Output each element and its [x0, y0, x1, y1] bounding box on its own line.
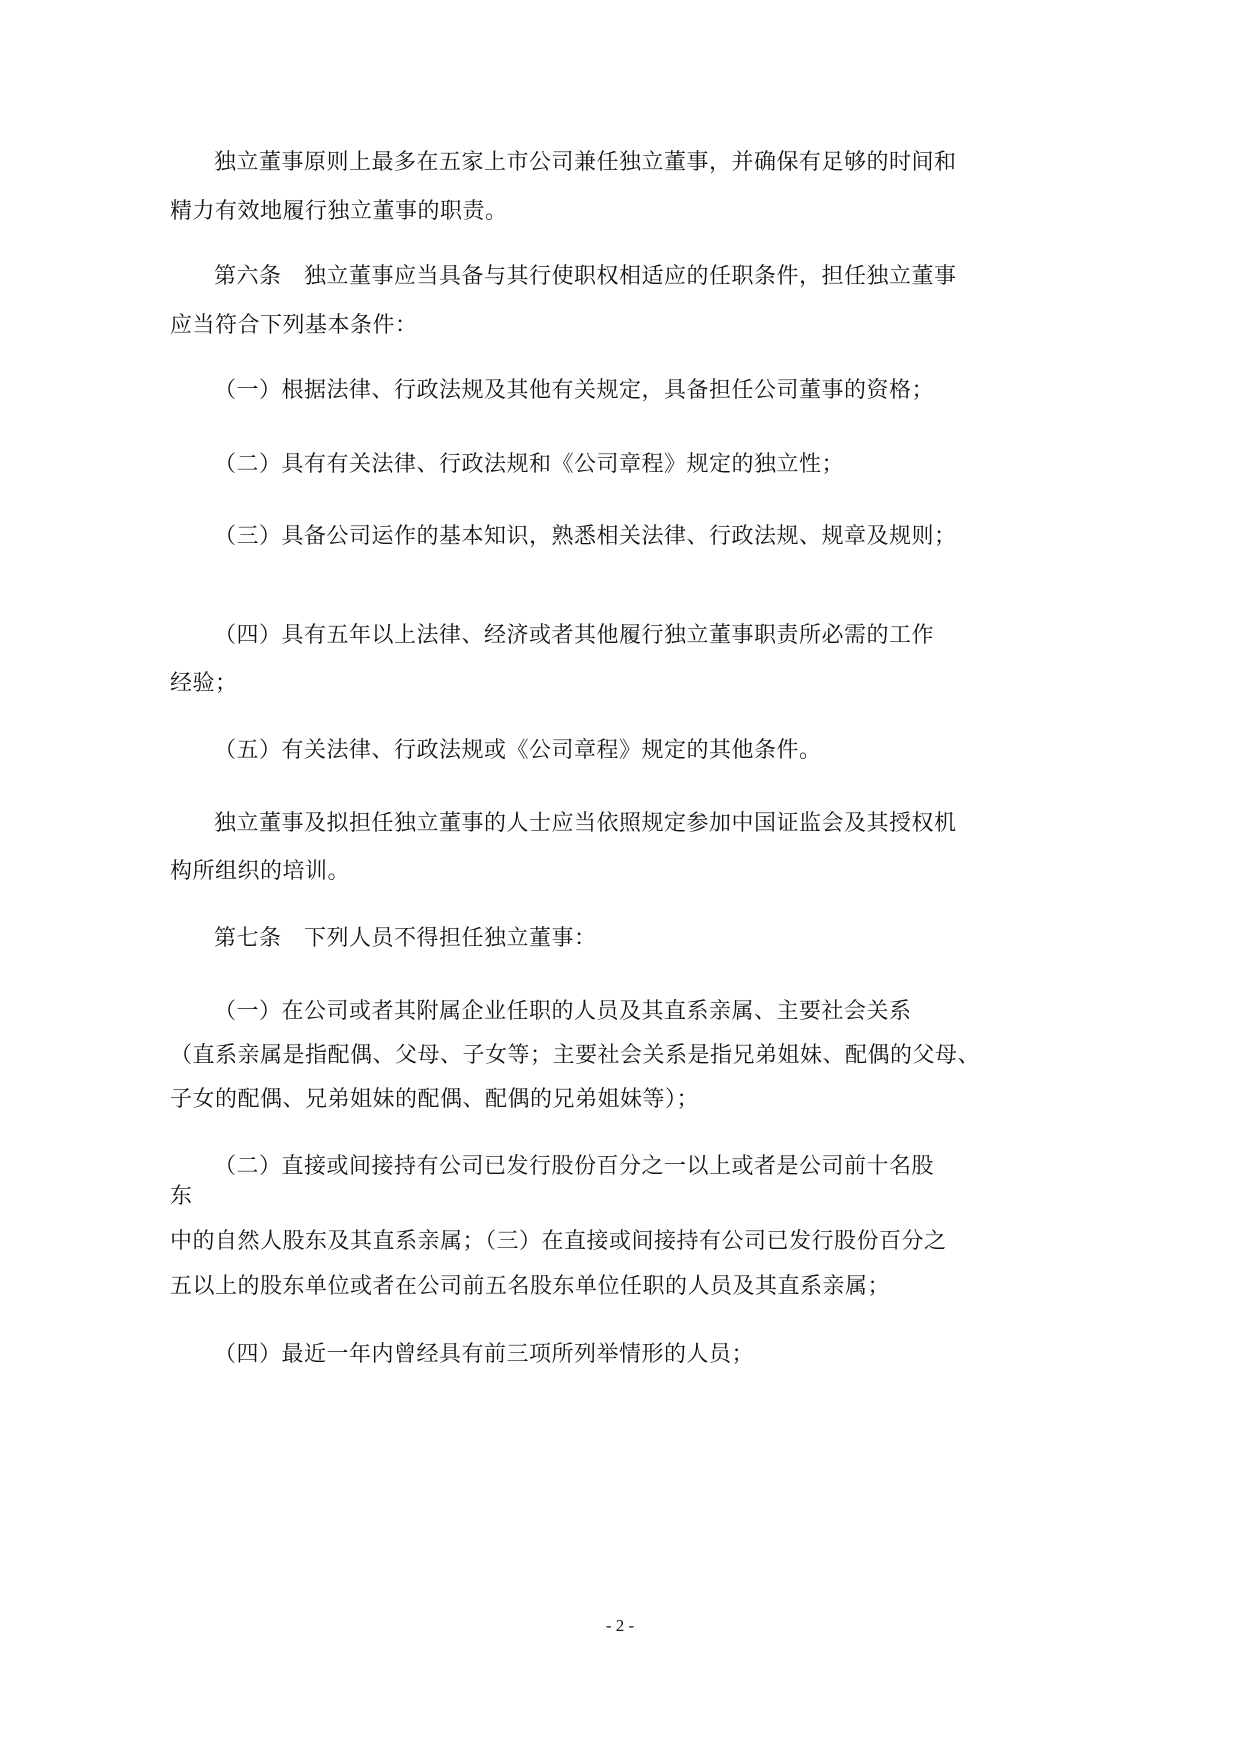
list-item: （五）有关法律、行政法规或《公司章程》规定的其他条件。: [214, 738, 822, 763]
text-line: 五以上的股东单位或者在公司前五名股东单位任职的人员及其直系亲属；: [170, 1274, 891, 1299]
text-line: 东: [170, 1184, 193, 1209]
list-item: （四）最近一年内曾经具有前三项所列举情形的人员；: [214, 1342, 755, 1367]
text-line: 经验；: [170, 671, 238, 696]
text-line: （直系亲属是指配偶、父母、子女等；主要社会关系是指兄弟姐妹、配偶的父母、: [170, 1043, 981, 1068]
list-item: （三）具备公司运作的基本知识，熟悉相关法律、行政法规、规章及规则；: [214, 524, 957, 549]
page-number: - 2 -: [605, 1616, 635, 1635]
text-line: 独立董事原则上最多在五家上市公司兼任独立董事，并确保有足够的时间和: [214, 150, 957, 175]
text-line: 构所组织的培训。: [170, 859, 351, 884]
list-item: （一）根据法律、行政法规及其他有关规定，具备担任公司董事的资格；: [214, 378, 935, 403]
list-item: （二）直接或间接持有公司已发行股份百分之一以上或者是公司前十名股: [214, 1154, 935, 1179]
text-line: 子女的配偶、兄弟姐妹的配偶、配偶的兄弟姐妹等）；: [170, 1087, 700, 1112]
text-line: 精力有效地履行独立董事的职责。: [170, 199, 508, 224]
text-line: 中的自然人股东及其直系亲属；（三）在直接或间接持有公司已发行股份百分之: [170, 1229, 947, 1254]
text-line: 独立董事及拟担任独立董事的人士应当依照规定参加中国证监会及其授权机: [214, 811, 957, 836]
list-item: （一）在公司或者其附属企业任职的人员及其直系亲属、主要社会关系: [214, 999, 912, 1024]
text-line: 应当符合下列基本条件：: [170, 313, 418, 338]
article-heading-line: 第七条 下列人员不得担任独立董事：: [214, 926, 597, 951]
list-item: （四）具有五年以上法律、经济或者其他履行独立董事职责所必需的工作: [214, 623, 935, 648]
article-heading-line: 第六条 独立董事应当具备与其行使职权相适应的任职条件，担任独立董事: [214, 264, 957, 289]
list-item: （二）具有有关法律、行政法规和《公司章程》规定的独立性；: [214, 452, 845, 477]
